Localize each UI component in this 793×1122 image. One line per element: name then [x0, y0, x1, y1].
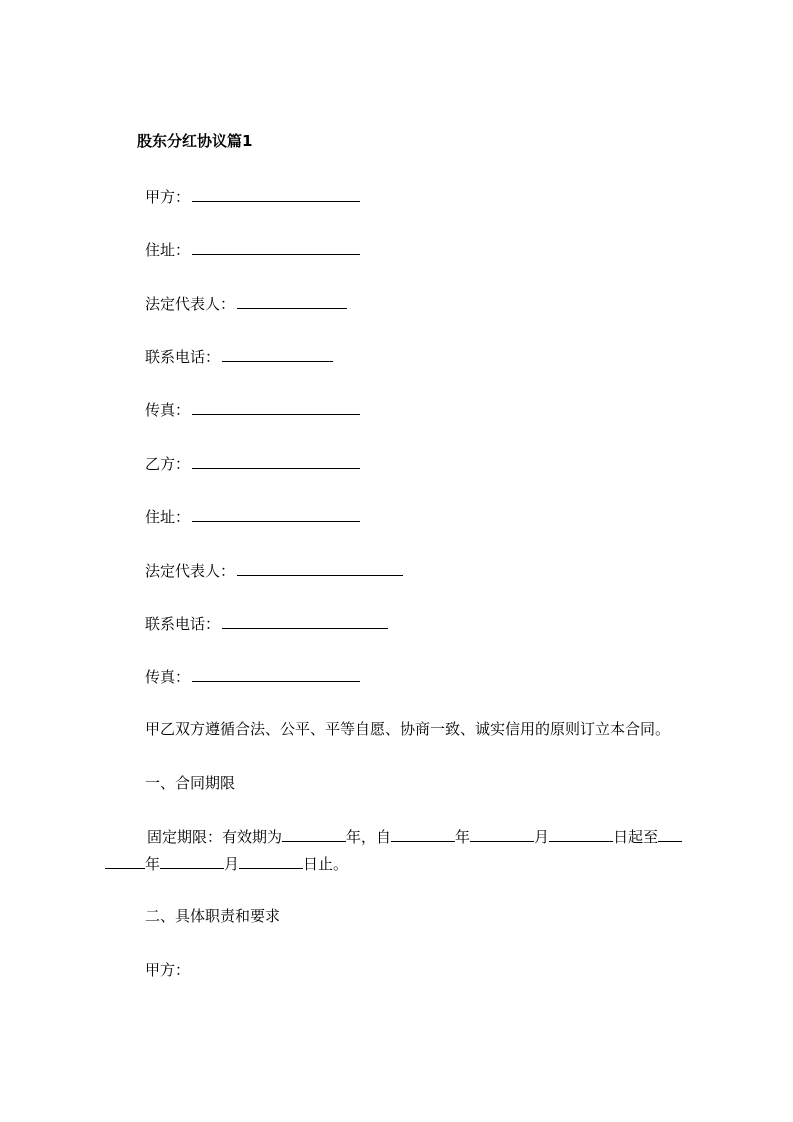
term-month-label-2: 月	[224, 855, 240, 873]
party-a-phone-row	[145, 346, 333, 367]
party-a-fax-blank[interactable]	[192, 399, 360, 415]
term-day-label-2: 日止。	[303, 855, 349, 873]
party-b-address-label: 住址：	[145, 508, 191, 526]
party-b-name-label: 乙方：	[145, 455, 191, 473]
section-2-heading: 二、具体职责和要求	[145, 907, 281, 925]
party-b-fax-label: 传真：	[145, 668, 191, 686]
party-a-name-row	[145, 186, 360, 207]
term-years-blank[interactable]	[282, 826, 346, 842]
party-b-rep-row	[145, 560, 403, 581]
party-a-address-label: 住址：	[145, 241, 191, 259]
party-a-fax-row	[145, 399, 360, 420]
party-a-fax-label: 传真：	[145, 401, 191, 419]
start-year-blank[interactable]	[391, 826, 455, 842]
party-a-name-label: 甲方：	[145, 188, 191, 206]
party-b-name-row	[145, 453, 360, 474]
term-prefix: 固定期限：有效期为	[147, 828, 283, 846]
party-b-rep-blank[interactable]	[237, 560, 403, 576]
start-month-blank[interactable]	[470, 826, 534, 842]
term-line-2	[105, 853, 348, 874]
party-a-rep-row	[145, 293, 347, 314]
end-year-blank-part1[interactable]	[658, 826, 682, 842]
term-year-label-3: 年	[145, 855, 161, 873]
document-title: 股东分红协议篇1	[137, 132, 253, 150]
party-b-address-blank[interactable]	[192, 506, 360, 522]
party-b-phone-row	[145, 613, 388, 634]
party-b-address-row	[145, 506, 360, 527]
party-a-address-row	[145, 239, 360, 260]
party-a-phone-blank[interactable]	[222, 346, 333, 362]
party-a-address-blank[interactable]	[192, 239, 360, 255]
party-b-rep-label: 法定代表人：	[145, 562, 236, 580]
party-b-fax-blank[interactable]	[192, 666, 360, 682]
end-day-blank[interactable]	[239, 853, 303, 869]
term-month-label-1: 月	[534, 828, 550, 846]
end-month-blank[interactable]	[160, 853, 224, 869]
section-2-party-a-label: 甲方：	[145, 961, 191, 979]
party-a-rep-blank[interactable]	[237, 293, 347, 309]
term-year-label-1: 年，自	[346, 828, 392, 846]
end-year-blank-part2[interactable]	[105, 853, 145, 869]
term-year-label-2: 年	[455, 828, 471, 846]
intro-paragraph: 甲乙双方遵循合法、公平、平等自愿、协商一致、诚实信用的原则订立本合同。	[145, 720, 671, 738]
party-a-name-blank[interactable]	[192, 186, 360, 202]
party-b-phone-blank[interactable]	[222, 613, 388, 629]
term-line-1	[147, 826, 682, 847]
term-day-label-1: 日起至	[613, 828, 659, 846]
start-day-blank[interactable]	[549, 826, 613, 842]
section-1-heading: 一、合同期限	[145, 774, 236, 792]
party-a-phone-label: 联系电话：	[145, 348, 221, 366]
party-a-rep-label: 法定代表人：	[145, 295, 236, 313]
party-b-fax-row	[145, 666, 360, 687]
party-b-phone-label: 联系电话：	[145, 615, 221, 633]
party-b-name-blank[interactable]	[192, 453, 360, 469]
